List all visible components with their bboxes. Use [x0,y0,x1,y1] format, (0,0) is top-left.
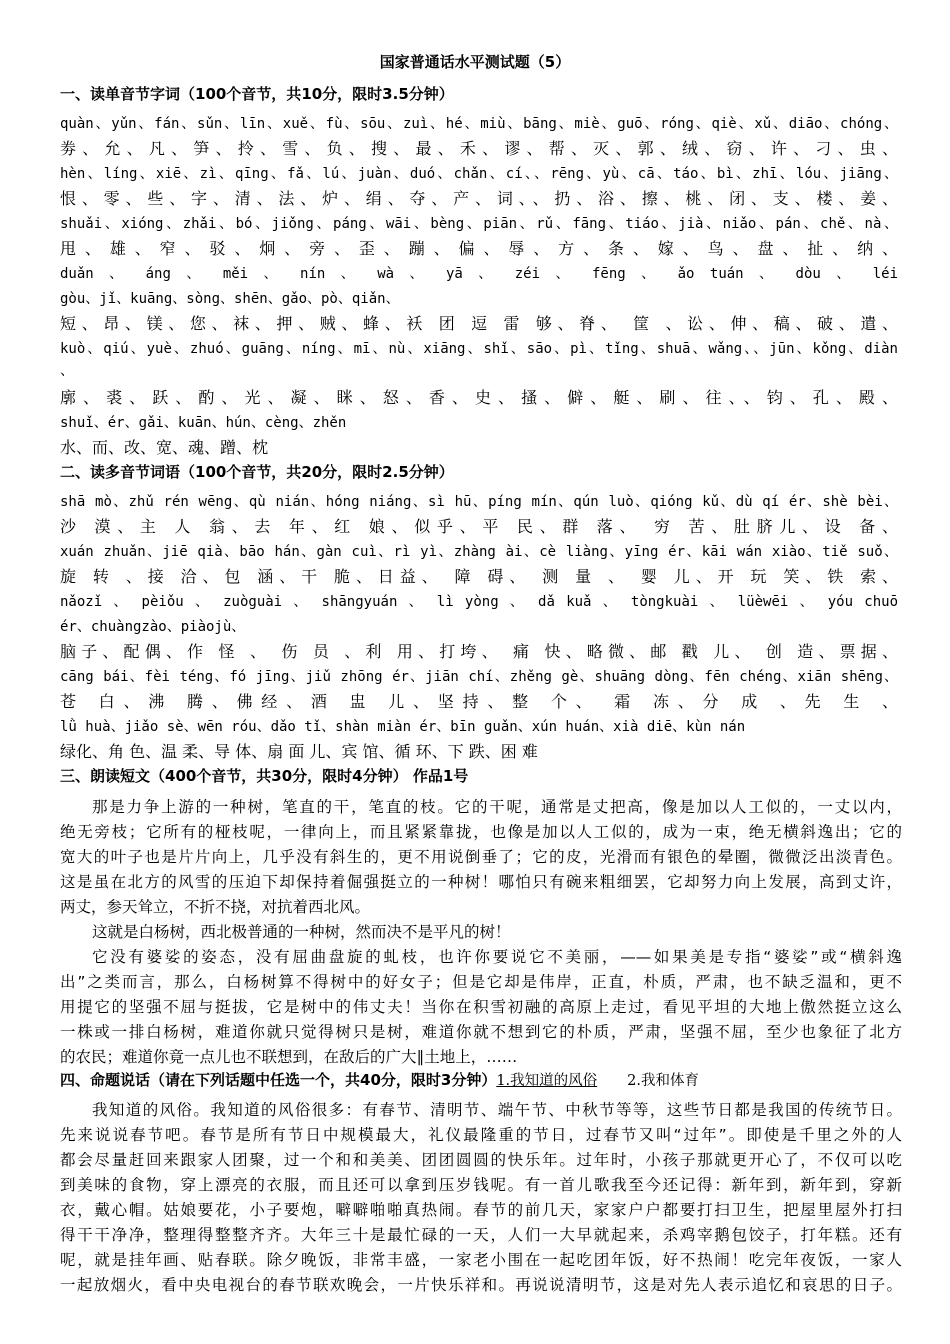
pinyin-line: shā mò、zhǔ rén wēng、qù nián、hóng niáng、sì hū、píng mín、qún luò、qióng kǔ、dù qí ér、shè bèi、 [60,494,898,510]
reading-paragraph-line: 出”之类而言，那么，白杨树算不得树中的好女子；但是它却是伟岸，正直，朴质，严肃，也不缺乏温和，更不 [60,973,902,991]
hanzi-line: 水、而、改、宽、魂、蹭、枕 [60,438,269,457]
topic-option-2: 2.我和体育 [627,1073,700,1089]
hanzi-line: 绿化、角 色、温 柔、导 体、扇 面 儿、宾 馆、循 环、下 跌、困 难 [60,742,538,761]
pinyin-line: gòu、jǐ、kuāng、sòng、shēn、gǎo、pò、qiǎn、 [60,291,400,307]
reading-paragraph-line: 这就是白杨树，西北极普通的一种树，然而决不是平凡的树！ [92,923,511,941]
reading-paragraph-line: 两丈，参天耸立，不折不挠，对抗着西北风。 [60,898,371,916]
section1-heading: 一、读单音节字词（100个音节，共10分，限时3.5分钟） [60,85,454,103]
topic-option-1: 1.我知道的风俗 [496,1073,598,1089]
hanzi-line: 恨、零、些、字、清、法、炉、绢、夺、产、词、、扔、浴、擦、桃、闭、支、楼、姜、 [60,189,898,208]
speech-paragraph-line: 到美味的食物，穿上漂亮的衣服，而且还可以拿到压岁钱呢。有一首儿歌我至今还记得：新年到，新年到，穿新 [60,1176,902,1194]
pinyin-line: shuǐ、ér、gǎi、kuān、hún、cèng、zhěn [60,415,347,431]
pinyin-line: xuán zhuǎn、jiē qià、bāo hán、gàn cuì、rì yì、zhàng ài、cè liàng、yīng ér、kāi wán xiào、tiě suǒ、 [60,544,898,560]
speech-paragraph-line: 一起放烟火，看中央电视台的春节联欢晚会，一片快乐祥和。再说说清明节，这是对先人表示追忆和哀思的日子。 [60,1276,902,1294]
hanzi-line: 廓、裘、跃、酌、光、凝、眯、怒、香、史、搔、僻、艇、刷、往、、钧、孔、殿、 [60,388,898,407]
section3-heading: 三、朗读短文（400个音节，共30分，限时4分钟） 作品1号 [60,767,469,785]
reading-paragraph-line: 宽大的叶子也是片片向上，几乎没有斜生的，更不用说倒垂了；它的皮，光滑而有银色的晕圈，微微泛出淡青色。 [60,848,902,866]
pinyin-line: quàn、yǔn、fán、sǔn、līn、xuě、fù、sōu、zuì、hé、miù、bāng、miè、guō、róng、qiè、xǔ、diāo、chóng、 [60,116,898,132]
speech-paragraph-line: 衣，戴心帽。姑娘要花，小子要炮，噼噼啪啪真热闹。春节的前几天，家家户户都要打扫卫生，把屋里屋外打扫 [60,1201,902,1219]
hanzi-line: 短、昂、镁、您、袜、押、贼、蜂、袄 团 逗 雷 够、脊、 筐 、讼、伸、稿、破、遣、 [60,314,898,333]
pinyin-line: kuò、qiú、yuè、zhuó、guāng、níng、mī、nù、xiāng、shǐ、sāo、pì、tǐng、shuā、wǎng、、jūn、kǒng、diàn [60,341,898,357]
pinyin-line: shuǎi、xióng、zhǎi、bó、jiǒng、páng、wāi、bèng、piān、rǔ、fāng、tiáo、jià、niǎo、pán、chě、nà、 [60,216,898,232]
speech-paragraph-line: 呢，就是挂年画、贴春联。除夕晚饭，非常丰盛，一家老小围在一起吃团年饭，好不热闹！吃完年夜饭，一家人 [60,1251,902,1269]
reading-paragraph-line: 的农民；难道你竟一点儿也不联想到，在敌后的广大∥土地上，…… [60,1048,518,1066]
reading-paragraph-line: 一株或一排白杨树，难道你就只觉得树只是树，难道你就不想到它的朴质，严肃，坚强不屈，至少也象征了北方 [60,1023,902,1041]
reading-paragraph-line: 用提它的坚强不屈与挺拔，它是树中的伟丈夫！当你在积雪初融的高原上走过，看见平坦的大地上傲然挺立这么 [60,998,902,1016]
pinyin-line: nǎozǐ 、 pèiǒu 、 zuòguài 、 shāngyuán 、 lì yòng 、 dǎ kuǎ 、 tòngkuài 、 lüèwēi 、 yóu chuō [60,594,898,610]
hanzi-line: 沙 漠、主 人 翁、去 年、红 娘、似乎、平 民、群 落、 穷 苦、肚脐儿、设 备、 [60,517,898,536]
pinyin-line: lǜ huà、jiǎo sè、wēn róu、dǎo tǐ、shàn miàn ér、bīn guǎn、xún huán、xià diē、kùn nán [60,719,746,735]
hanzi-line: 劵、允、凡、笋、拎、雪、负、搜、最、禾、谬、帮、灭、郭、绒、窃、许、刁、虫、 [60,139,898,158]
pinyin-line: hèn、líng、xiē、zì、qīng、fǎ、lú、juàn、duó、chǎn、cí、、rēng、yù、cā、táo、bì、zhī、lóu、jiāng、 [60,166,898,182]
pinyin-line: ér、chuàngzào、piàojù、 [60,619,246,635]
hanzi-line: 苍 白、沸 腾、佛经、酒 盅 儿、坚持、整 个、 霜 冻、分 成 、先 生 、 [60,692,898,711]
section4-heading-row [60,1070,910,1091]
speech-paragraph-line: 都会尽量赶回来跟家人团聚，过一个和和美美、团团圆圆的快乐年。过年时，小孩子那就更开心了，不仅可以吃 [60,1151,902,1169]
speech-paragraph-line: 我知道的风俗。我知道的风俗很多：有春节、清明节、端午节、中秋节等等，这些节日都是我国的传统节日。 [92,1101,902,1119]
reading-paragraph-line: 这是虽在北方的风雪的压迫下却保持着倔强挺立的一种树！哪怕只有碗来粗细罢，它却努力向上发展，高到丈许， [60,873,902,891]
pinyin-line: duǎn 、 áng 、 měi 、 nín 、 wà 、 yā 、 zéi 、 fēng 、 ǎo tuán 、 dòu 、 léi [60,266,898,282]
reading-paragraph-line: 绝无旁枝；它所有的桠枝呢，一律向上，而且紧紧靠拢，也像是加以人工似的，成为一束，绝无横斜逸出；它的 [60,823,902,841]
speech-paragraph-line: 先来说说春节吧。春节是所有节日中规模最大，礼仪最隆重的节日，过春节又叫“过年”。即使是千里之外的人 [60,1126,902,1144]
section4-heading: 四、命题说话（请在下列话题中任选一个，共40分，限时3分钟） [60,1071,497,1089]
hanzi-line: 脑子、配偶、作 怪 、 伤 员 、利 用、打垮、 痛 快、略微、邮 戳 儿、 创 造、票据、 [60,642,898,661]
reading-paragraph-line: 那是力争上游的一种树，笔直的干，笔直的枝。它的干呢，通常是丈把高，像是加以人工似的，一丈以内， [92,798,902,816]
pinyin-line: 、 [60,363,74,379]
section2-heading: 二、读多音节词语（100个音节，共20分，限时2.5分钟） [60,463,454,481]
pinyin-line: cāng bái、fèi téng、fó jīng、jiǔ zhōng ér、jiān chí、zhěng gè、shuāng dòng、fēn chéng、xiān shēng、 [60,669,898,685]
speech-paragraph-line: 得干干净净，整理得整整齐齐。大年三十是最忙碌的一天，人们一大早就起来，杀鸡宰鹅包饺子，打年糕。还有 [60,1226,902,1244]
page-title: 国家普通话水平测试题（5） [379,53,571,71]
hanzi-line: 旋 转 、接 洽、包 涵、干 脆、日益、 障 碍、 测 量 、 婴 儿、开 玩 笑、铁 索、 [60,567,898,586]
hanzi-line: 甩、雄、窄、驳、炯、旁、歪、蹦、偏、辱、方、条、嫁、鸟、盘、扯、纳、 [60,239,898,258]
reading-paragraph-line: 它没有婆娑的姿态，没有屈曲盘旋的虬枝，也许你要说它不美丽，——如果美是专指“婆娑”或“横斜逸 [92,948,902,966]
